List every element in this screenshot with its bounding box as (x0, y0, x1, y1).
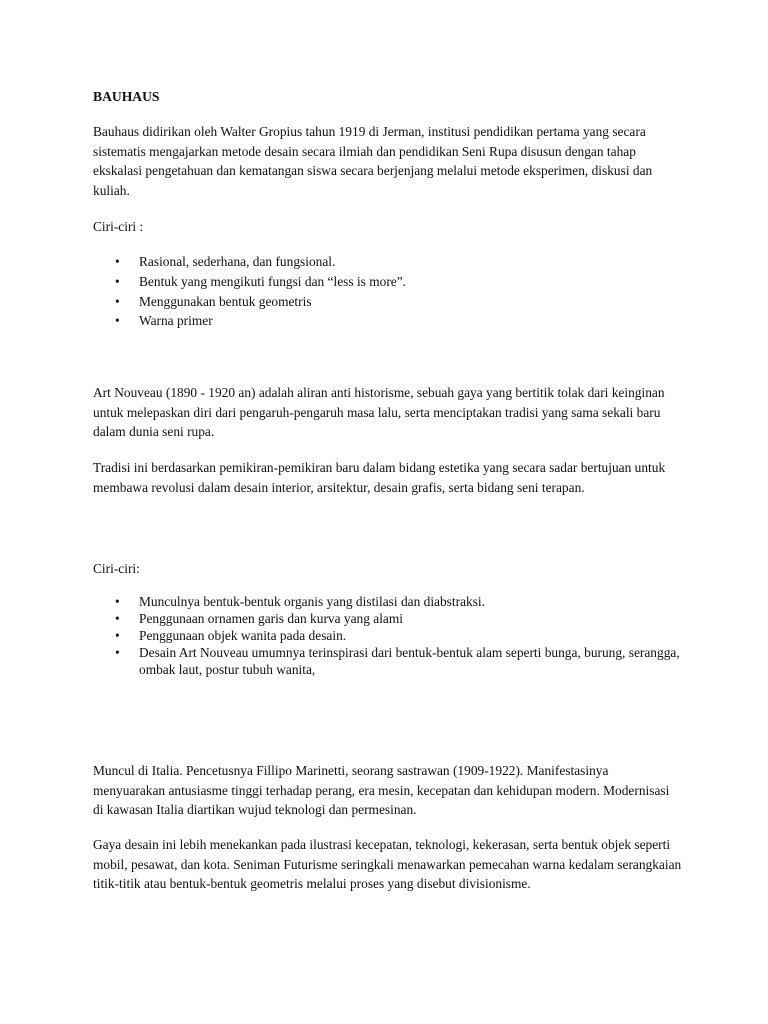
list-item: • Munculnya bentuk-bentuk organis yang distilasi dan diabstraksi. (93, 593, 683, 610)
list-item: • Warna primer (93, 311, 683, 331)
document-title: BAUHAUS (93, 89, 160, 104)
bauhaus-characteristics-list (93, 252, 683, 331)
list-item: • Rasional, sederhana, dan fungsional. (93, 252, 683, 272)
bauhaus-list-label: Ciri-ciri : (93, 219, 144, 234)
futurism-paragraph-2: Gaya desain ini lebih menekankan pada ilustrasi kecepatan, teknologi, kekerasan, serta bentuk objek seperti mobil, pesawat, dan kota. Seniman Futurisme seringkali menawarkan pemecahan warna kedalam serangkaian titik-titik atau bentuk-bentuk geometris melalui proses yang disebut divisionisme. (93, 837, 682, 892)
list-item: • Penggunaan ornamen garis dan kurva yang alami (93, 610, 683, 627)
list-item: • Desain Art Nouveau umumnya terinspirasi dari bentuk-bentuk alam seperti bunga, burung, serangga, ombak laut, postur tubuh wanita, (93, 644, 683, 678)
art-nouveau-list-label: Ciri-ciri: (93, 561, 140, 576)
list-item: • Menggunakan bentuk geometris (93, 292, 683, 312)
list-item: • Penggunaan objek wanita pada desain. (93, 627, 683, 644)
art-nouveau-paragraph-1: Art Nouveau (1890 - 1920 an) adalah aliran anti historisme, sebuah gaya yang bertitik tolak dari keinginan untuk melepaskan diri dari pengaruh-pengaruh masa lalu, serta menciptakan tradisi yang sama sekali baru dalam dunia seni rupa. (93, 385, 665, 440)
list-item: • Bentuk yang mengikuti fungsi dan “less is more”. (93, 272, 683, 292)
art-nouveau-characteristics-list (93, 593, 683, 678)
art-nouveau-paragraph-2: Tradisi ini berdasarkan pemikiran-pemikiran baru dalam bidang estetika yang secara sadar bertujuan untuk membawa revolusi dalam desain interior, arsitektur, desain grafis, serta bidang seni terapan. (93, 460, 666, 495)
bauhaus-paragraph: Bauhaus didirikan oleh Walter Gropius tahun 1919 di Jerman, institusi pendidikan pertama yang secara sistematis mengajarkan metode desain secara ilmiah dan pendidikan Seni Rupa disusun dengan tahap ekskalasi pengetahuan dan kematangan siswa secara berjenjang melalui metode eksperimen, diskusi dan kuliah. (93, 124, 653, 198)
futurism-paragraph-1: Muncul di Italia. Pencetusnya Fillipo Marinetti, seorang sastrawan (1909-1922). Manifestasinya menyuarakan antusiasme tinggi terhadap perang, era mesin, kecepatan dan kehidupan modern. Modernisasi di kawasan Italia diartikan wujud teknologi dan permesinan. (93, 763, 670, 818)
